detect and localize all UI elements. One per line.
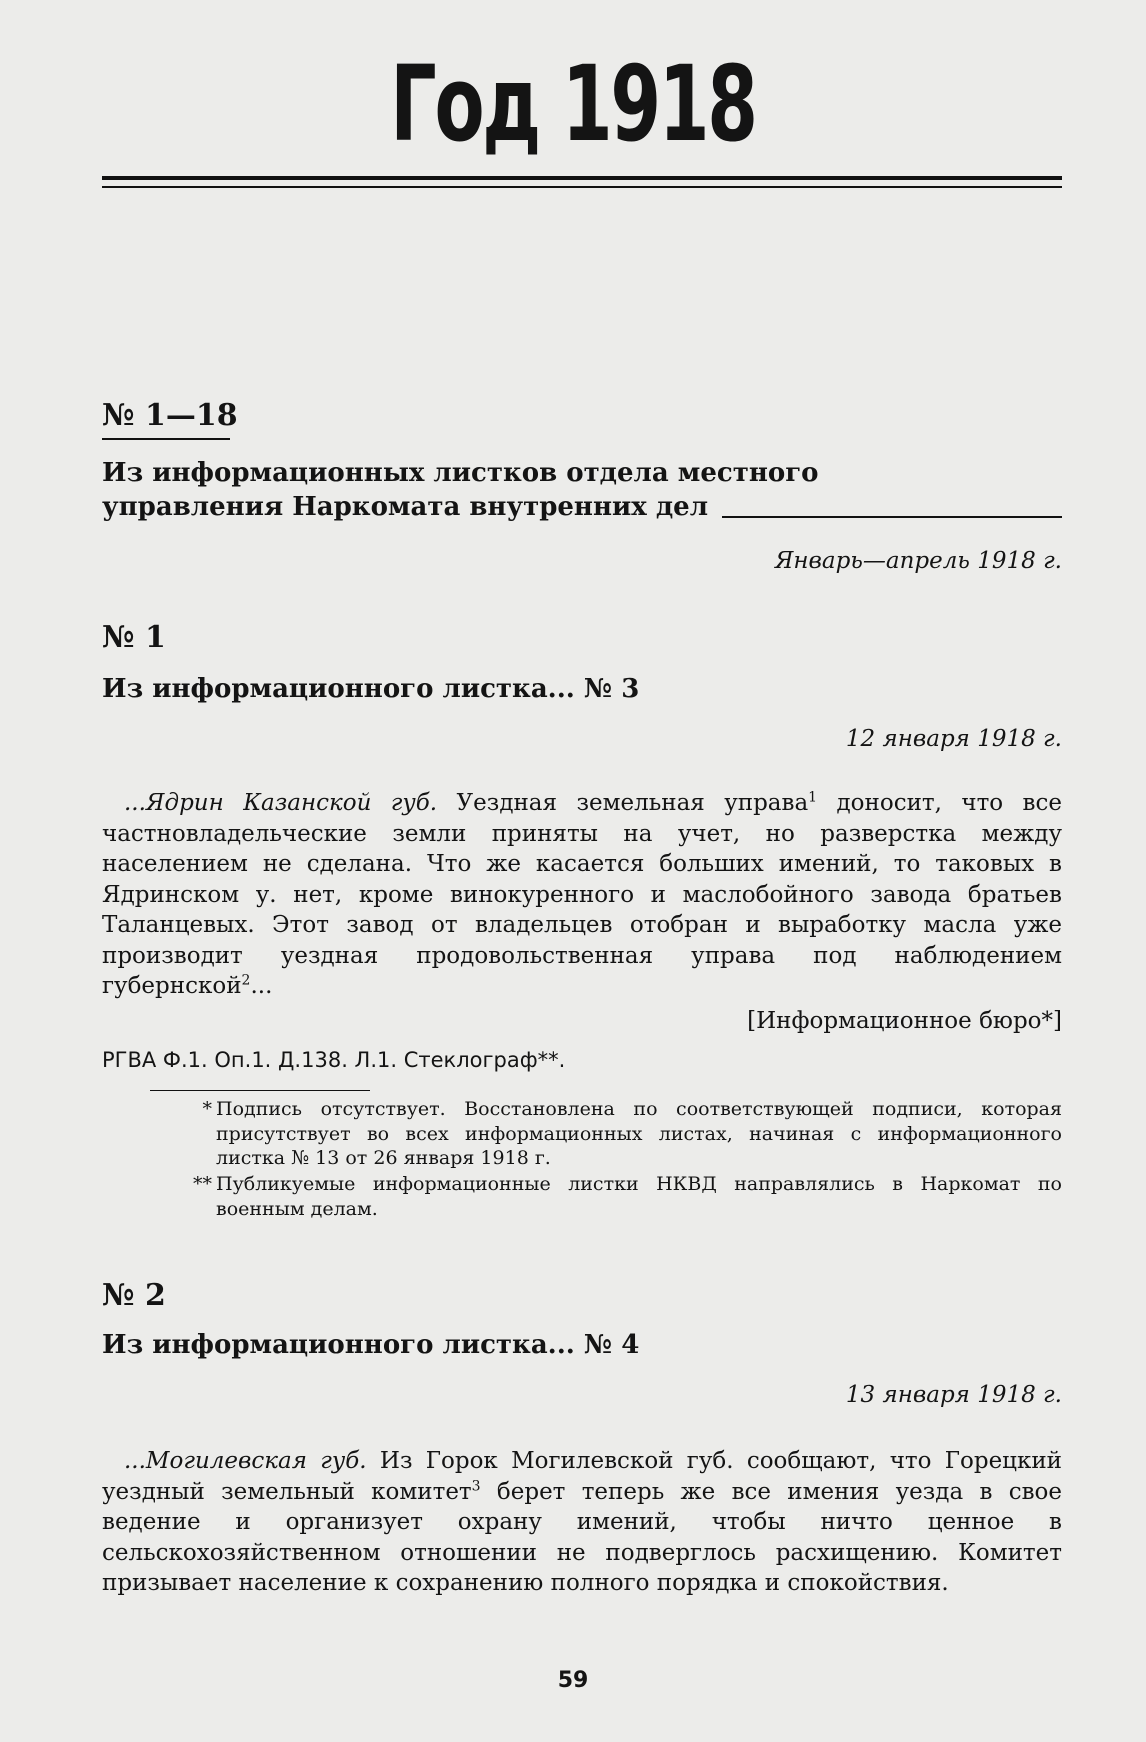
doc2-date: 13 января 1918 г. bbox=[845, 1382, 1062, 1408]
section-title bbox=[102, 456, 1062, 524]
footnote-2 bbox=[193, 1172, 1062, 1221]
doc1-number: № 1 bbox=[102, 620, 166, 655]
footnote-ref-1: 1 bbox=[808, 789, 818, 806]
section-title-line2: управления Наркомата внутренних дел bbox=[102, 492, 709, 522]
footnote-ref-3: 3 bbox=[471, 1477, 481, 1494]
doc1-signature: [Информационное бюро*] bbox=[747, 1008, 1062, 1034]
header-rule-thin bbox=[102, 186, 1062, 188]
doc1-title: Из информационного листка... № 3 bbox=[102, 674, 640, 704]
section-title-line1: Из информационных листков отдела местного bbox=[102, 458, 819, 488]
section-date-range: Январь—апрель 1918 г. bbox=[774, 548, 1062, 574]
section-number: № 1—18 bbox=[102, 398, 238, 433]
page-number: 59 bbox=[557, 1668, 589, 1693]
doc1-body: ...Ядрин Казанской губ. Уездная земельная управа$^1$ доносит, что все частновладельческие земли приняты на учет, но разверстка между населением не сделана. Что же касается больших имений, то таковых в Ядринском у. нет, кроме винокуренного и маслобойного завода братьев Таланцевых. Этот завод от владельцев отобран и выработку масла уже производит уездная продовольственная управа под наблюдением губернской$^2$... bbox=[102, 789, 1062, 999]
footnote-rule bbox=[150, 1090, 370, 1091]
header-rule-thick bbox=[102, 176, 1062, 180]
footnote-2-text: Публикуемые информационные листки НКВД направлялись в Наркомат по военным делам. bbox=[216, 1173, 1062, 1220]
doc1-source: РГВА Ф.1. Оп.1. Д.138. Л.1. Стеклограф**. bbox=[102, 1048, 566, 1072]
doc2-body: ...Могилевская губ. Из Горок Могилевской губ. сообщают, что Горецкий уездный земельный комитет$^3$ берет теперь же все имения уезда в свое ведение и организует охрану имений, чтобы ничто ценное в сельскохозяйственном отношении не подверглось расхищению. Комитет призывает население к сохранению полного порядка и спокойствия. bbox=[102, 1448, 1063, 1596]
doc2-place: ...Могилевская губ. bbox=[124, 1448, 367, 1474]
footnote-1-text: Подпись отсутствует. Восстановлена по соответствующей подписи, которая присутствует во всех информационных листах, начиная с информационного листка № 13 от 26 января 1918 г. bbox=[216, 1098, 1062, 1169]
section-title-rule bbox=[722, 516, 1062, 518]
footnote-2-mark: ** bbox=[193, 1173, 212, 1195]
section-number-underline bbox=[102, 438, 230, 440]
doc2-number: № 2 bbox=[102, 1278, 166, 1313]
footnote-1-mark: * bbox=[202, 1098, 212, 1120]
doc1-place: ...Ядрин Казанской губ. bbox=[124, 790, 438, 816]
footnote-1 bbox=[202, 1097, 1062, 1171]
footnote-ref-2: 2 bbox=[241, 972, 251, 989]
doc1-date: 12 января 1918 г. bbox=[845, 726, 1062, 752]
chapter-year-title: Год 1918 bbox=[390, 43, 756, 165]
doc2-title: Из информационного листка... № 4 bbox=[102, 1330, 640, 1360]
